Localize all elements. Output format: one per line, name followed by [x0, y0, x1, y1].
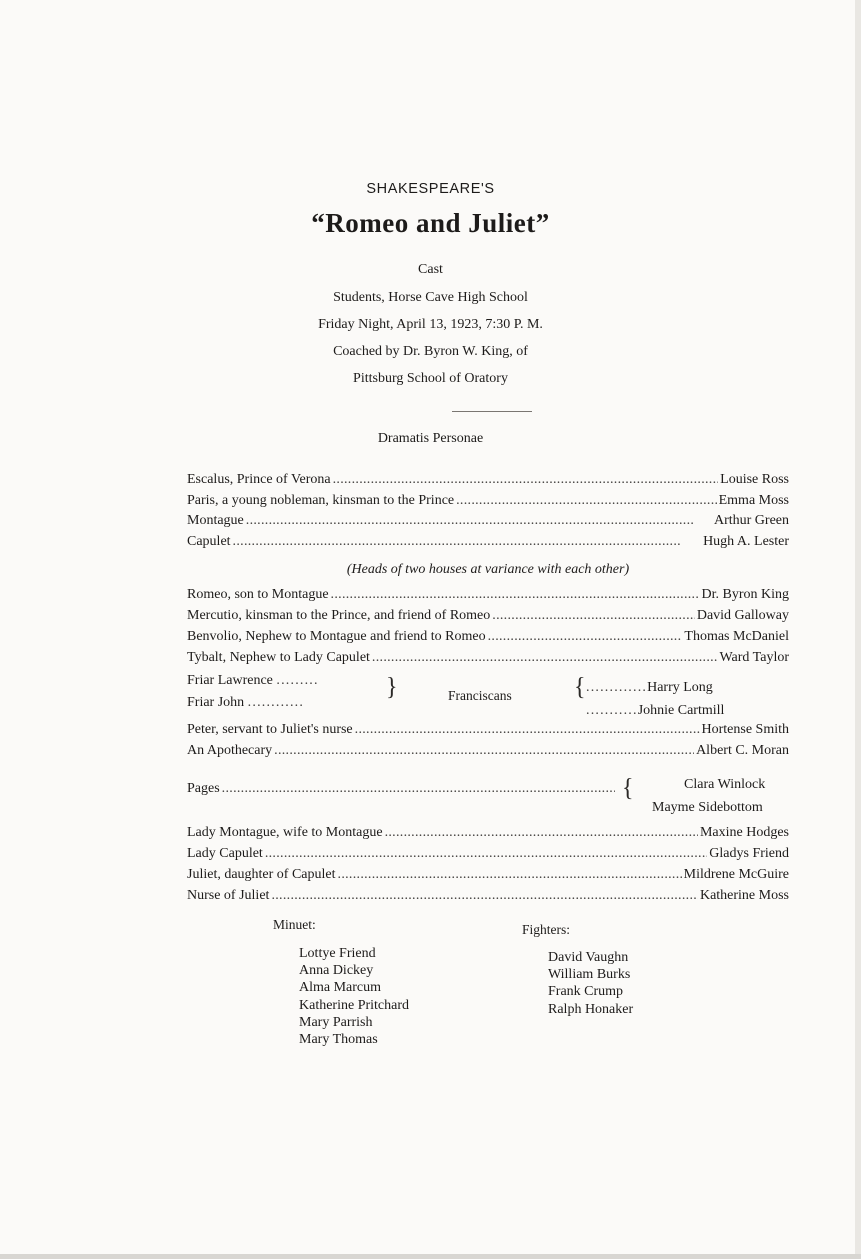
cast-row	[187, 846, 789, 862]
pages-actor: Clara Winlock	[684, 777, 766, 792]
role-name: Paris, a young nobleman, kinsman to the Prince	[187, 493, 455, 508]
list-item: David Vaughn	[548, 950, 629, 965]
role-name: Peter, servant to Juliet's nurse	[187, 722, 353, 737]
dot-leader	[492, 608, 695, 624]
cast-row	[187, 743, 789, 759]
dot-leader	[246, 513, 712, 529]
dot-leader	[355, 722, 700, 738]
coach-line: Coached by Dr. Byron W. King, of	[333, 344, 528, 359]
cast-heading: Cast	[418, 262, 443, 277]
franciscans-label: Franciscans	[448, 688, 512, 703]
dot-leader	[222, 781, 615, 797]
dot-leader	[274, 743, 694, 759]
friar-lawrence-actor: .............Harry Long	[586, 680, 713, 695]
list-item: Frank Crump	[548, 984, 624, 1000]
dot-leader	[488, 629, 683, 645]
role-name: Romeo, son to Montague	[187, 587, 329, 602]
date-line: Friday Night, April 13, 1923, 7:30 P. M.	[318, 317, 543, 332]
role-name: Mercutio, kinsman to the Prince, and friend of Romeo	[187, 608, 491, 623]
actor-name: Albert C. Moran	[696, 743, 789, 758]
divider	[452, 411, 532, 412]
cast-row	[187, 534, 789, 550]
pages-row	[187, 781, 617, 797]
role-name: Escalus, Prince of Verona	[187, 472, 331, 487]
actor-name: Emma Moss	[718, 493, 789, 508]
dot-leader	[271, 888, 698, 904]
dot-leader	[331, 587, 700, 603]
cast-row	[187, 825, 789, 841]
performers-line: Students, Horse Cave High School	[333, 290, 528, 305]
list-item: William Burks	[548, 967, 631, 983]
dot-leader	[456, 493, 716, 509]
role-name: Juliet, daughter of Capulet	[187, 867, 336, 882]
dot-leader	[265, 846, 707, 862]
actor-name: Louise Ross	[720, 472, 789, 487]
actor-name: Maxine Hodges	[699, 825, 789, 840]
cast-row	[187, 629, 789, 645]
play-title: “Romeo and Juliet”	[311, 208, 550, 238]
right-brace: {	[574, 673, 586, 701]
dot-leader	[333, 472, 719, 488]
cast-row	[187, 888, 789, 904]
role-name: Capulet	[187, 534, 231, 549]
actor-name: Dr. Byron King	[701, 587, 789, 602]
list-item: Ralph Honaker	[548, 1001, 634, 1017]
heads-note: (Heads of two houses at variance with each other)	[346, 562, 630, 577]
list-item: Mary Thomas	[299, 1032, 378, 1048]
list-item: Lottye Friend	[299, 946, 376, 961]
actor-name: Thomas McDaniel	[684, 629, 789, 644]
dot-leader	[338, 867, 682, 883]
actor-name: Gladys Friend	[709, 846, 789, 861]
role-name: Montague	[187, 513, 244, 528]
actor-name: Mildrene McGuire	[683, 867, 789, 882]
pages-brace: {	[622, 774, 634, 802]
cast-row	[187, 722, 789, 738]
page-edge-bottom	[0, 1254, 861, 1259]
role-name: Lady Montague, wife to Montague	[187, 825, 383, 840]
cast-row	[187, 513, 789, 529]
dot-leader	[233, 534, 702, 550]
actor-name: Hugh A. Lester	[703, 534, 789, 549]
left-brace: }	[386, 673, 398, 701]
list-item: Anna Dickey	[299, 963, 374, 979]
role-name: Tybalt, Nephew to Lady Capulet	[187, 650, 370, 665]
cast-row	[187, 493, 789, 509]
role-name: Benvolio, Nephew to Montague and friend to Romeo	[187, 629, 486, 644]
role-name: Nurse of Juliet	[187, 888, 270, 903]
friar-lawrence-role: Friar Lawrence .........	[187, 673, 319, 688]
actor-name: Katherine Moss	[699, 888, 789, 903]
list-item: Alma Marcum	[299, 980, 382, 996]
dramatis-personae-heading: Dramatis Personae	[377, 431, 484, 446]
fighters-list	[548, 949, 633, 1018]
actor-name: Hortense Smith	[701, 722, 789, 737]
cast-row	[187, 472, 789, 488]
cast-row	[187, 867, 789, 883]
list-item: Mary Parrish	[299, 1014, 373, 1030]
school-line: Pittsburg School of Oratory	[353, 371, 508, 386]
fighters-label: Fighters:	[522, 922, 571, 937]
actor-name: David Galloway	[696, 608, 789, 623]
pages-actor: Mayme Sidebottom	[652, 800, 763, 815]
cast-row	[187, 608, 789, 624]
minuet-list	[299, 945, 409, 1048]
author-line: SHAKESPEARE'S	[366, 181, 495, 197]
friar-john-actor: ...........Johnie Cartmill	[586, 703, 725, 718]
cast-row	[187, 650, 789, 666]
cast-row	[187, 587, 789, 603]
actor-name: Arthur Green	[713, 513, 789, 528]
actor-name: Ward Taylor	[719, 650, 789, 665]
dot-leader	[372, 650, 718, 666]
role-name: Pages	[187, 781, 220, 796]
role-name: Lady Capulet	[187, 846, 263, 861]
role-name: An Apothecary	[187, 743, 273, 758]
list-item: Katherine Pritchard	[299, 997, 410, 1013]
minuet-label: Minuet:	[273, 917, 316, 932]
friar-john-role: Friar John ............	[187, 695, 305, 710]
dot-leader	[385, 825, 698, 841]
